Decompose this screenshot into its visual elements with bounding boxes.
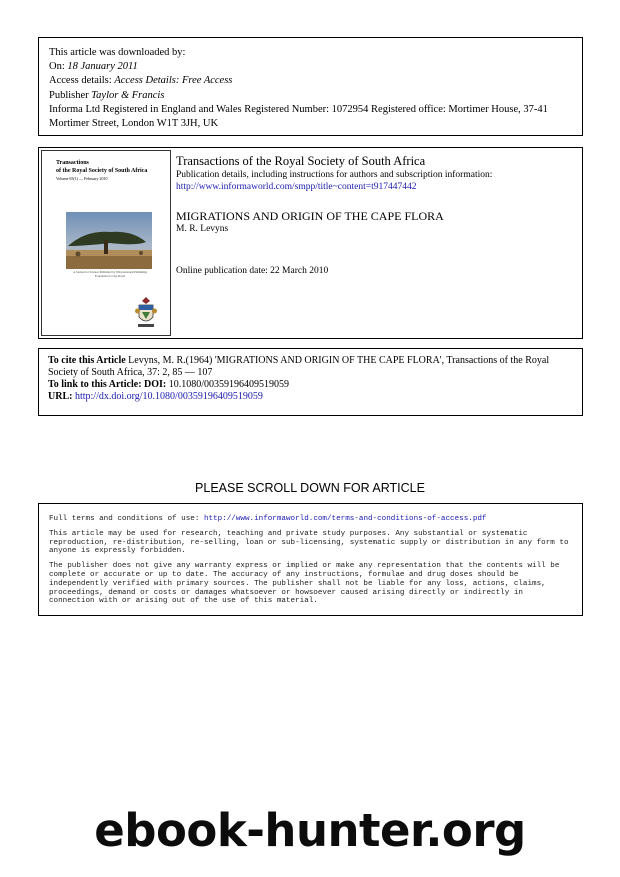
- watermark-text: ebook-hunter.org: [94, 804, 526, 857]
- journal-cover-image: [41, 150, 171, 336]
- doi-row: [48, 379, 573, 391]
- citation-box: [38, 348, 583, 416]
- doi-value: 10.1080/00359196409519059: [166, 379, 290, 390]
- access-details-row: [49, 74, 572, 88]
- publisher-label: Publisher: [49, 89, 92, 101]
- access-value: Access Details: Free Access: [114, 75, 233, 87]
- access-label: Access details:: [49, 75, 115, 87]
- publisher-value: Taylor & Francis: [91, 89, 165, 101]
- journal-details: [176, 154, 576, 276]
- download-date-row: [49, 60, 572, 74]
- link-label: To link to this Article: DOI:: [48, 379, 167, 390]
- terms-paragraph-1: This article may be used for research, teaching and private study purposes. Any substantial or systematic reproduction, re-distribution, re-selling, loan or sub-licensing, systematic supply or distribution in any form to anyone is expressly forbidden.: [49, 529, 569, 556]
- terms-box: [38, 503, 583, 616]
- registration-info: Informa Ltd Registered in England and Wales Registered Number: 1072954 Registered office: Mortimer House, 37-41 Mortimer Street, London W1T 3JH, UK: [49, 103, 548, 130]
- url-row: [48, 391, 573, 403]
- cover-title-line-1: Transactions: [56, 160, 89, 166]
- download-info-box: [38, 37, 583, 136]
- scroll-notice: PLEASE SCROLL DOWN FOR ARTICLE: [195, 481, 425, 495]
- online-publication-date: Online publication date: 22 March 2010: [176, 266, 329, 276]
- article-title: MIGRATIONS AND ORIGIN OF THE CAPE FLORA: [176, 209, 444, 223]
- publication-details: Publication details, including instructions for authors and subscription information:: [176, 170, 493, 180]
- on-label: On:: [49, 61, 68, 73]
- url-label: URL:: [48, 391, 73, 402]
- terms-paragraph-2: The publisher does not give any warranty express or implied or make any representation that the contents will be complete or accurate or up to date. The accuracy of any instructions, formulae and drug doses should be independently verified with primary sources. The publisher shall not be liable for any loss, actions, claims, proceedings, demand or costs or damages whatsoever or howsoever caused arising directly or indirectly in connection with or arising out of the use of this material.: [49, 562, 560, 606]
- download-line: This article was downloaded by:: [49, 47, 186, 58]
- doi-url-link[interactable]: http://dx.doi.org/10.1080/00359196409519059: [72, 391, 263, 402]
- cite-text: Levyns, M. R.(1964) 'MIGRATIONS AND ORIGIN OF THE CAPE FLORA', Transactions of the Royal Society of South Africa, 37: 2, 85 — 107: [48, 355, 550, 378]
- journal-url-link[interactable]: http://www.informaworld.com/smpp/title~content=t917447442: [176, 182, 417, 192]
- royal-society-crest-icon: [134, 295, 158, 331]
- cite-label: To cite this Article: [48, 355, 126, 366]
- journal-info-box: [38, 147, 583, 339]
- cover-caption: A Journal for Science Published by Witwatersrand Publishing Foundation for the Royal: [72, 270, 148, 278]
- on-value: 18 January 2011: [67, 61, 138, 73]
- terms-intro: [49, 515, 572, 524]
- terms-intro-label: Full terms and conditions of use:: [49, 515, 204, 523]
- terms-url-link[interactable]: http://www.informaworld.com/terms-and-conditions-of-access.pdf: [203, 515, 487, 523]
- acacia-tree-photo-icon: [66, 212, 152, 269]
- cover-volume: Volume 65(1) — February 2010: [56, 176, 108, 181]
- article-author: M. R. Levyns: [176, 224, 229, 234]
- publisher-row: [49, 89, 572, 103]
- cover-title-line-2: of the Royal Society of South Africa: [56, 167, 148, 174]
- journal-title: Transactions of the Royal Society of South Africa: [176, 154, 426, 168]
- cite-paragraph: [48, 355, 573, 379]
- cover-title: [56, 160, 147, 175]
